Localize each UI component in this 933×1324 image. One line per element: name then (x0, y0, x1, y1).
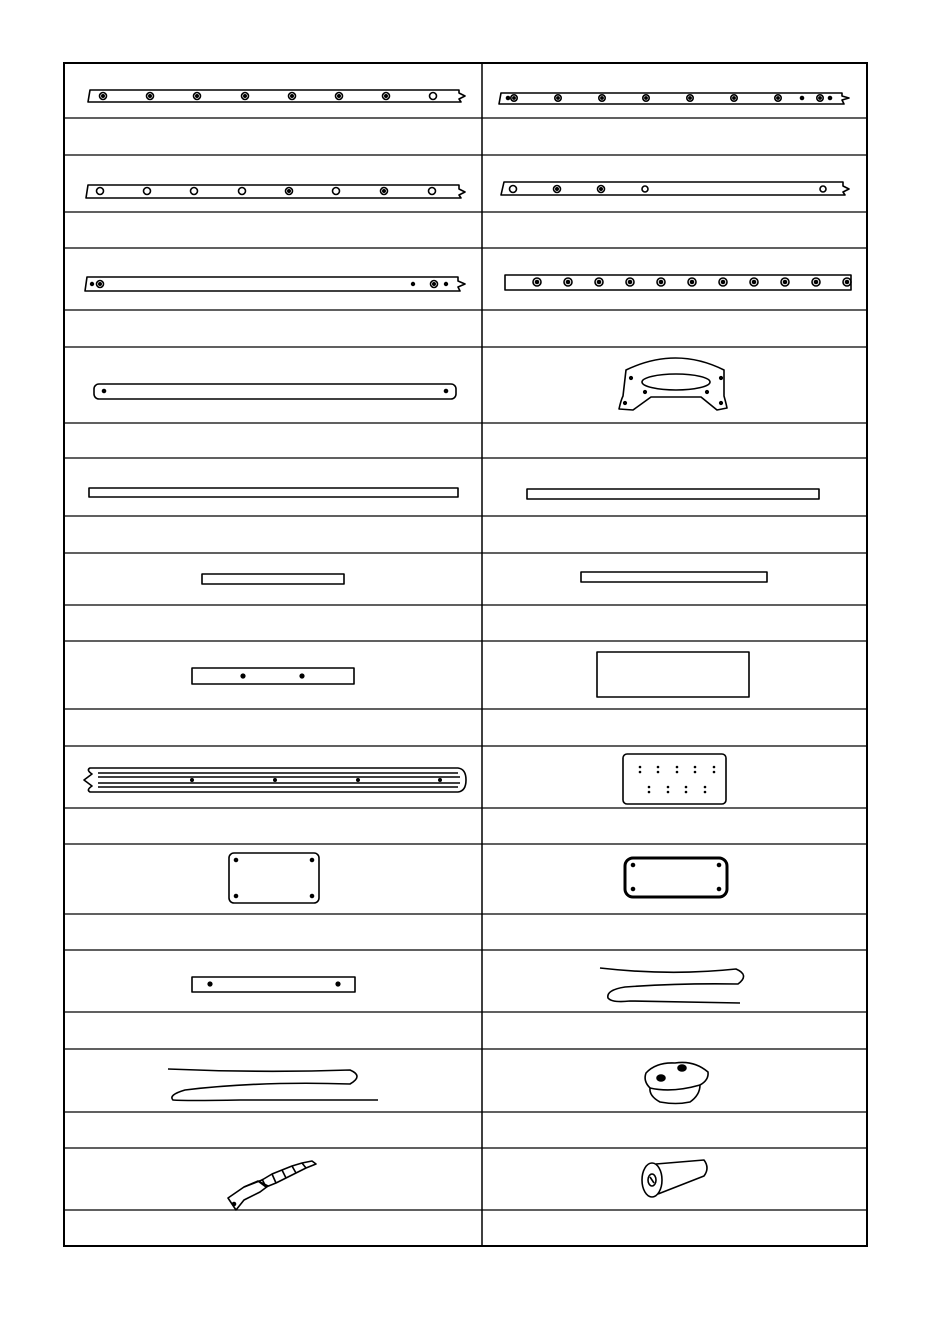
hole-center (385, 95, 387, 97)
hole-center (291, 95, 293, 97)
hole-center (536, 281, 539, 284)
dot (639, 771, 642, 774)
hole-center (777, 97, 779, 99)
hole-center (102, 95, 104, 97)
hole-center (601, 97, 603, 99)
row-dividers (64, 118, 867, 1210)
dot (657, 771, 660, 774)
dot (694, 771, 697, 774)
hole (333, 188, 340, 195)
slat-icon (527, 489, 819, 499)
dot (667, 791, 670, 794)
ribbed-rail-icon (84, 768, 466, 792)
rail-7-holes-with-pins-icon (499, 93, 849, 104)
dot (713, 771, 716, 774)
dot (657, 766, 660, 769)
strap-icon (600, 968, 744, 1003)
hole (239, 188, 246, 195)
hole (429, 188, 436, 195)
hole-center (288, 190, 290, 192)
dot (704, 786, 707, 789)
hole-center (815, 281, 818, 284)
rounded-plate-icon (625, 858, 727, 897)
dot (685, 791, 688, 794)
hole-center (645, 97, 647, 99)
medium-slat-icon (581, 572, 767, 582)
hole-center (557, 97, 559, 99)
panel-icon (597, 652, 749, 697)
hole (144, 188, 151, 195)
hole-center (819, 97, 821, 99)
dot (676, 766, 679, 769)
bracket-plate-icon (619, 358, 727, 410)
hole-center (196, 95, 198, 97)
hole-center (567, 281, 570, 284)
hole-center (691, 281, 694, 284)
dot (676, 771, 679, 774)
hole (97, 188, 104, 195)
hole-center (244, 95, 246, 97)
hole (191, 188, 198, 195)
hole-center (629, 281, 632, 284)
rail-8-holes-icon (88, 90, 465, 102)
dot (704, 791, 707, 794)
bar-11-holes-icon (505, 275, 851, 290)
rail-8-open-holes-icon (86, 185, 465, 198)
wall-anchor-screw-icon (228, 1161, 316, 1210)
dot (648, 791, 651, 794)
barrel-nut-icon (642, 1160, 707, 1197)
mounting-plate-icon (623, 754, 726, 804)
hole-center (598, 281, 601, 284)
hole-center (338, 95, 340, 97)
rail-4-holes-icon (501, 182, 849, 195)
dot (648, 786, 651, 789)
hole-center (733, 97, 735, 99)
hole-center (513, 97, 515, 99)
dot (639, 766, 642, 769)
dot (667, 786, 670, 789)
hole-center (383, 190, 385, 192)
hole-center (660, 281, 663, 284)
long-strap-icon (168, 1069, 378, 1101)
dot (713, 766, 716, 769)
long-slat-icon (89, 488, 458, 497)
hole-center (753, 281, 756, 284)
hole-center (722, 281, 725, 284)
hole-center (784, 281, 787, 284)
short-bar-2-holes-icon (192, 668, 354, 684)
knob-icon (645, 1062, 708, 1103)
hole (430, 93, 437, 100)
short-slat-icon (202, 574, 344, 584)
square-plate-icon (229, 853, 319, 903)
rail-end-holes-icon (85, 277, 465, 291)
hole-center (689, 97, 691, 99)
short-bar-end-holes-icon (192, 977, 355, 992)
hole-center (149, 95, 151, 97)
rounded-bar-icon (94, 384, 456, 399)
hole-center (846, 281, 849, 284)
dot (694, 766, 697, 769)
dot (685, 786, 688, 789)
table-frame (64, 63, 867, 1246)
